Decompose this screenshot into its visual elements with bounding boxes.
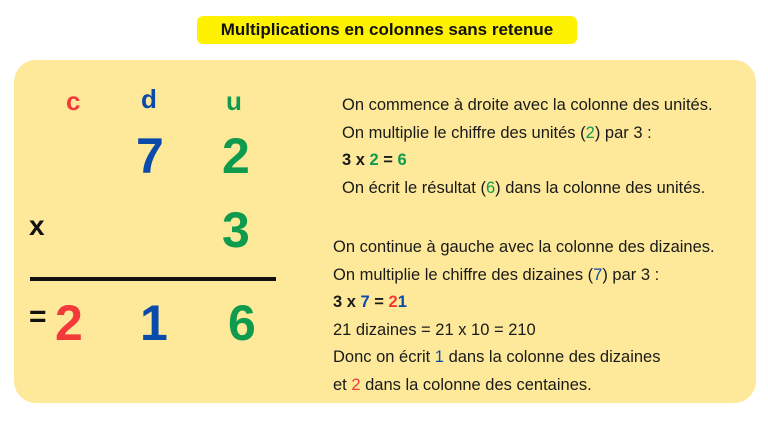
lesson-title: Multiplications en colonnes sans retenue	[197, 16, 577, 44]
step1-line4: On écrit le résultat (6) dans la colonne des unités.	[342, 178, 706, 197]
step1-line2: On multiplie le chiffre des unités (2) par 3 :	[342, 123, 652, 142]
equals-sign: =	[29, 300, 47, 333]
result-unites: 6	[228, 295, 256, 351]
step2-line5: Donc on écrit 1 dans la colonne des dizaines	[333, 348, 661, 367]
step1-calculation: 3 x 2 = 6	[342, 151, 407, 170]
result-divider-line	[30, 277, 276, 281]
step2-explanation	[333, 234, 715, 400]
multiplicand-dizaines: 7	[136, 128, 164, 184]
step1-line1: On commence à droite avec la colonne des unités.	[342, 96, 713, 114]
step1-explanation	[342, 92, 713, 202]
step2-line4: 21 dizaines = 21 x 10 = 210	[333, 320, 536, 339]
column-label-unites: u	[226, 86, 242, 116]
multiply-sign: x	[29, 210, 45, 241]
multiplier-unites: 3	[222, 202, 250, 258]
result-dizaines: 1	[140, 295, 168, 351]
step2-line1: On continue à gauche avec la colonne des dizaines.	[333, 238, 715, 256]
step2-line2: On multiplie le chiffre des dizaines (7) par 3 :	[333, 265, 660, 284]
step2-calculation: 3 x 7 = 21	[333, 293, 407, 312]
column-label-centaines: c	[66, 86, 81, 116]
result-centaines: 2	[55, 295, 83, 351]
step2-line6: et 2 dans la colonne des centaines.	[333, 375, 592, 394]
column-label-dizaines: d	[141, 84, 157, 114]
multiplicand-unites: 2	[222, 128, 250, 184]
